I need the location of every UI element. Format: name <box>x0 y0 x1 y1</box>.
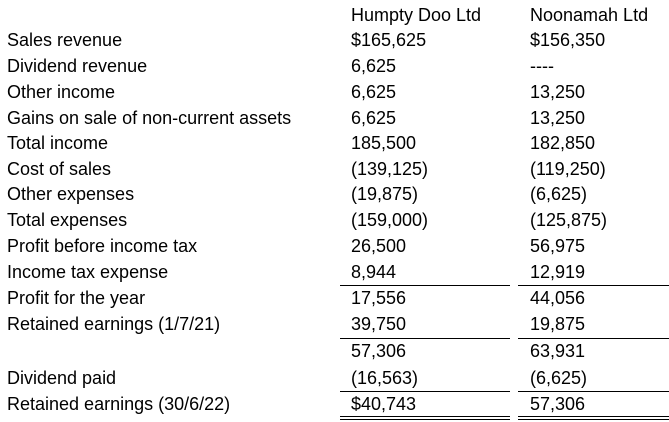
subtotal-rule <box>340 338 510 339</box>
value-noonamah-subtotal: 63,931 <box>530 341 586 361</box>
value-humpty-doo-other-expenses: (19,875) <box>351 184 419 204</box>
column-header-humpty-doo: Humpty Doo Ltd <box>351 5 482 25</box>
value-noonamah-income-tax-expense: 12,919 <box>530 262 586 282</box>
value-humpty-doo-other-income: 6,625 <box>351 82 397 102</box>
value-noonamah-total-expenses: (125,875) <box>530 210 608 230</box>
value-noonamah-sales-revenue: $156,350 <box>530 30 606 50</box>
value-noonamah-dividend-revenue: ---- <box>530 56 554 76</box>
value-humpty-doo-cost-of-sales: (139,125) <box>351 159 429 179</box>
value-humpty-doo-income-tax-expense: 8,944 <box>351 262 397 282</box>
row-label-dividend-revenue: Dividend revenue <box>7 56 148 76</box>
value-noonamah-gains-on-sale: 13,250 <box>530 108 586 128</box>
value-humpty-doo-subtotal: 57,306 <box>351 341 407 361</box>
subtotal-rule <box>518 391 669 392</box>
value-noonamah-retained-earnings-opening: 19,875 <box>530 314 586 334</box>
value-noonamah-retained-earnings-closing: 57,306 <box>530 394 586 414</box>
value-noonamah-dividend-paid: (6,625) <box>530 368 588 388</box>
row-label-other-income: Other income <box>7 82 116 102</box>
row-label-profit-for-year: Profit for the year <box>7 288 146 308</box>
value-humpty-doo-total-income: 185,500 <box>351 133 417 153</box>
value-humpty-doo-profit-before-tax: 26,500 <box>351 236 407 256</box>
value-humpty-doo-sales-revenue: $165,625 <box>351 30 427 50</box>
value-humpty-doo-total-expenses: (159,000) <box>351 210 429 230</box>
value-noonamah-other-income: 13,250 <box>530 82 586 102</box>
value-noonamah-profit-for-year: 44,056 <box>530 288 586 308</box>
row-label-gains-on-sale: Gains on sale of non-current assets <box>7 108 292 128</box>
total-double-rule <box>518 419 669 420</box>
value-humpty-doo-dividend-paid: (16,563) <box>351 368 419 388</box>
value-noonamah-cost-of-sales: (119,250) <box>530 159 606 179</box>
column-header-noonamah: Noonamah Ltd <box>530 5 649 25</box>
subtotal-rule <box>518 285 669 286</box>
row-label-total-expenses: Total expenses <box>7 210 128 230</box>
total-double-rule <box>340 419 510 420</box>
value-humpty-doo-retained-earnings-closing: $40,743 <box>351 394 417 414</box>
value-humpty-doo-profit-for-year: 17,556 <box>351 288 407 308</box>
row-label-cost-of-sales: Cost of sales <box>7 159 112 179</box>
row-label-dividend-paid: Dividend paid <box>7 368 117 388</box>
value-noonamah-profit-before-tax: 56,975 <box>530 236 586 256</box>
total-double-rule <box>340 416 510 417</box>
total-double-rule <box>518 416 669 417</box>
subtotal-rule <box>518 338 669 339</box>
subtotal-rule <box>340 285 510 286</box>
value-humpty-doo-dividend-revenue: 6,625 <box>351 56 397 76</box>
value-noonamah-total-income: 182,850 <box>530 133 596 153</box>
row-label-other-expenses: Other expenses <box>7 184 135 204</box>
value-humpty-doo-retained-earnings-opening: 39,750 <box>351 314 407 334</box>
value-noonamah-other-expenses: (6,625) <box>530 184 588 204</box>
row-label-retained-earnings-opening: Retained earnings (1/7/21) <box>7 314 221 334</box>
row-label-income-tax-expense: Income tax expense <box>7 262 169 282</box>
subtotal-rule <box>340 391 510 392</box>
row-label-sales-revenue: Sales revenue <box>7 30 123 50</box>
row-label-retained-earnings-closing: Retained earnings (30/6/22) <box>7 394 231 414</box>
value-humpty-doo-gains-on-sale: 6,625 <box>351 108 397 128</box>
row-label-total-income: Total income <box>7 133 109 153</box>
row-label-profit-before-tax: Profit before income tax <box>7 236 198 256</box>
